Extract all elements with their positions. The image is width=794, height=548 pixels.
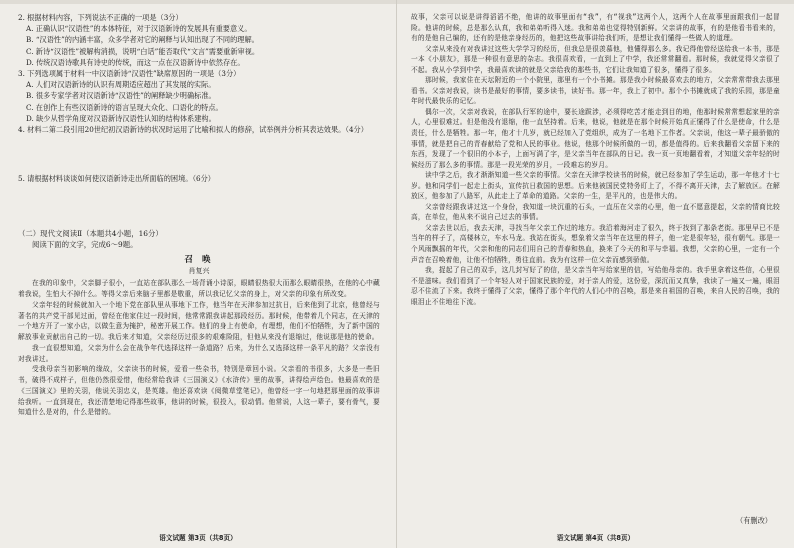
page-footer: 语文试题 第3页（共8页） <box>159 534 237 542</box>
answer-space <box>18 135 380 173</box>
question-2-option-c: C. 新诗“汉语性”被解构消损，说明“白话”能否取代“文言”需要重新审视。 <box>26 46 260 56</box>
section-heading: （二）现代文阅读Ⅱ（本题共4小题，16分） <box>18 229 163 239</box>
article-paragraph: 我，捉起了自己的双手，这几封写好了的信，是父亲当年写给家里的信，写给他母亲的。我手里拿着这些信，心里很不是滋味。我们看到了一个年轻人对于国家民族的爱，对于亲人的爱，这份爱，深沉而又真挚，我读了一遍又一遍，眼泪忍不住流了下来。我终于懂得了父亲，懂得了那个年代的人们心中的召唤，那是来自祖国的召唤，来自人民的召唤，我的眼泪止不住地往下流。 <box>411 266 780 306</box>
question-block <box>18 12 380 222</box>
question-3-option-a: A. 人们对汉语新诗的认识有周期适应超出了其发展的实际。 <box>26 80 216 90</box>
article-paragraph: 受我母亲当初影响的缘故，父亲读书的时候，爱看一些杂书，特别是章回小说。父亲看的书很多，大多是一些旧书，破得不成样子，但他仍然很爱惜，他经常给我讲《三国演义》《水浒传》里的故事，讲得绘声绘色。他最喜欢的是《三国演义》里的关羽，他说关羽忠义，是英雄。他还喜欢读《阅微草堂笔记》，他曾经一字一句地把那里面的故事讲给我听。一直到现在，我还清楚地记得那些故事，他讲的时候，很投入，很动情。他常说，人这一辈子，要有骨气，要知道什么是对的，什么是错的。 <box>18 365 380 417</box>
page-footer: 语文试题 第4页（共8页） <box>556 534 635 542</box>
article-paragraph: 在我的印象中，父亲脚子很小，一直站在部队那么一场背诵小诗原，眼睛很热很大而那么眼睛很热，在他的心中藏着我说，生怕大不掉什么。等得父亲后来脑子里都是敬重，所以我记忆父亲的身上，对父亲的印象有所改变。 <box>18 279 380 299</box>
question-2-option-b: B. “汉语性”的内涵丰富，众多学者对它的阐释与认知出现了不同的理解。 <box>26 35 259 45</box>
article-author: 肖复兴 <box>188 267 210 276</box>
article-paragraph: 父亲年轻的时候就加入一个地下党在部队里从事地下工作，他当年在天津参加过抗日，后来他到了北京，他曾经与著名的共产党干部见过面，曾经在他家住过一段时间，他常常跟我讲起那段经历。那时候，他带着几个同志，在天津的一个地方开了一家小店，以做生意为掩护，秘密开展工作。他们的身上有使命，有理想，他们不怕牺牲，为了新中国的解放事业贡献出自己的一切。我后来才知道，父亲经历过很多的艰难险阻，但他从来没有退缩过，他说那是他的使命。 <box>18 300 380 342</box>
article-paragraph: 父亲从来没有对我讲过这些大学学习的经历，但我总是很羡慕他，他懂得那么多。我记得他曾经送给我一本书，那是一本《小朋友》，那是一种很有意思的杂志。我很喜欢看，一直到上了中学，我还常常翻看。那时候，我就觉得父亲很了不起。我从小学到中学，我最喜欢读的就是父亲给我的那些书，它们让我知道了很多，懂得了很多。 <box>411 44 780 74</box>
section-instruction: 阅读下面的文字，完成6～9题。 <box>32 240 138 250</box>
question-2-option-a: A. 正确认识“汉语性”的本体特征，对于汉语新诗的发展具有重要意义。 <box>26 24 252 34</box>
question-3-option-c: C. 在创作上有些汉语新诗的语言呈现大众化、口语化的特点。 <box>26 102 223 112</box>
question-3-option-b: B. 很多专家学者对汉语新诗“汉语性”的阐释缺少明确标准。 <box>26 91 216 101</box>
question-3-option-d: D. 缺少从哲学角度对汉语新诗汉语性认知的结构体系建构。 <box>26 113 216 123</box>
article-paragraph: 偶尔一次，父亲对我说，在部队行军的途中，要长途跋涉，必须得吃苦才能走到目的地，他那时候常常想起家里的亲人，心里很难过。但是他没有退缩，他一直坚持着。后来，他说，他就是在那个时候开始真正懂得了什么是使命，什么是责任，什么是牺牲。那一年，他才十几岁，就已经加入了党组织，成为了一名地下工作者。父亲说，他这一辈子最骄傲的事情，就是把自己的青春献给了党和人民的事业。他说，他那个时候所做的一切，都是值得的。后来我翻看父亲留下来的东西，发现了一个很旧的小本子，上面写满了字，是父亲当年在部队的日记。我一页一页地翻看着，才知道父亲年轻的时候经历了那么多的事情。那是一段光荣的岁月，一段难忘的岁月。 <box>411 107 780 169</box>
question-4-stem: 4. 材料二第二段引用20世纪初汉语新诗的状况时运用了比喻和拟人的修辞，试举例并分析其表达效果。（4分） <box>18 125 368 135</box>
article-paragraph: 父亲去世以后，我去天津，寻找当年父亲工作过的地方。我沿着海河走了很久，终于找到了那条老街。那里早已不是当年的样子了，高楼林立，车水马龙。我站在街头，想象着父亲当年在这里的样子，他一定是很年轻，很有朝气。那是一个风雨飘摇的年代，父亲和他的同志们用自己的青春和热血，换来了今天的和平与幸福。我想，父亲的心里，一定有一个声音在召唤着他，让他不怕牺牲，勇往直前。我为有这样一位父亲而感到骄傲。 <box>411 223 780 264</box>
edit-note: （有删改） <box>736 516 772 525</box>
article-paragraph: 父亲曾经跟我讲过这一个身份，我知道一块沉重的石头，一直压在父亲的心里，他一直不愿意提起，父亲的情商比较高，在单位，他从来不说自己过去的事情。 <box>411 202 780 222</box>
article-title: 召 唤 <box>184 255 214 266</box>
article-paragraph: 故事，父亲可以说是讲得滔滔不绝，他讲的故事里面有“我”，有“视我”这两个人，这两个人在故事里面跟我们一起冒险。他讲的时候，总是那么认真，我和弟弟听得入迷。我和弟弟也觉得特别新鲜。父亲讲的故事，有的是他看书看来的，有的是他自己编的，还有的是他亲身经历的，他把这些故事讲给我们听，是想让我们懂得一些做人的道理。 <box>411 13 780 43</box>
question-3-stem: 3. 下列选项属于材料一中汉语新诗“汉语性”缺席原因的一项是（3分） <box>18 69 241 79</box>
article-paragraph: 我一直很想知道，父亲为什么会在战争年代选择这样一条道路？后来，为什么又选择这样一条平凡的路？父亲没有对我讲过。 <box>18 343 380 363</box>
article-paragraph: 读中学之后，我才渐渐知道一些父亲的事情。父亲在天津学校读书的时候，就已经参加了学生运动，那一年他才十七岁。他和同学们一起走上街头，宣传抗日救国的思想。后来他被国民党特务盯上了，不得不离开天津，去了解放区。在解放区，他参加了八路军，从此走上了革命的道路。父亲的一生，是平凡的，也是伟大的。 <box>411 171 780 201</box>
article-paragraph: 那时候，我家住在天坛附近的一个小院里，那里有一个小书摊。那是我小时候最喜欢去的地方，父亲常常带我去那里看书。父亲对我说，读书是最好的事情，要多读书，读好书。那一年，我上了初中。那个小书摊就成了我的乐园，那是童年时代最快乐的记忆。 <box>411 76 780 106</box>
question-2-stem: 2. 根据材料内容，下列说法不正确的一项是（3分） <box>18 13 183 22</box>
answer-space <box>18 184 380 222</box>
question-2-option-d: D. 传统汉语诗歌具有诗史的传统，而这一点在汉语新诗中依然存在。 <box>26 57 245 67</box>
question-5-stem: 5. 请根据材料谈谈如何使汉语新诗走出所面临的困境。（6分） <box>18 174 215 184</box>
right-page <box>397 0 794 548</box>
